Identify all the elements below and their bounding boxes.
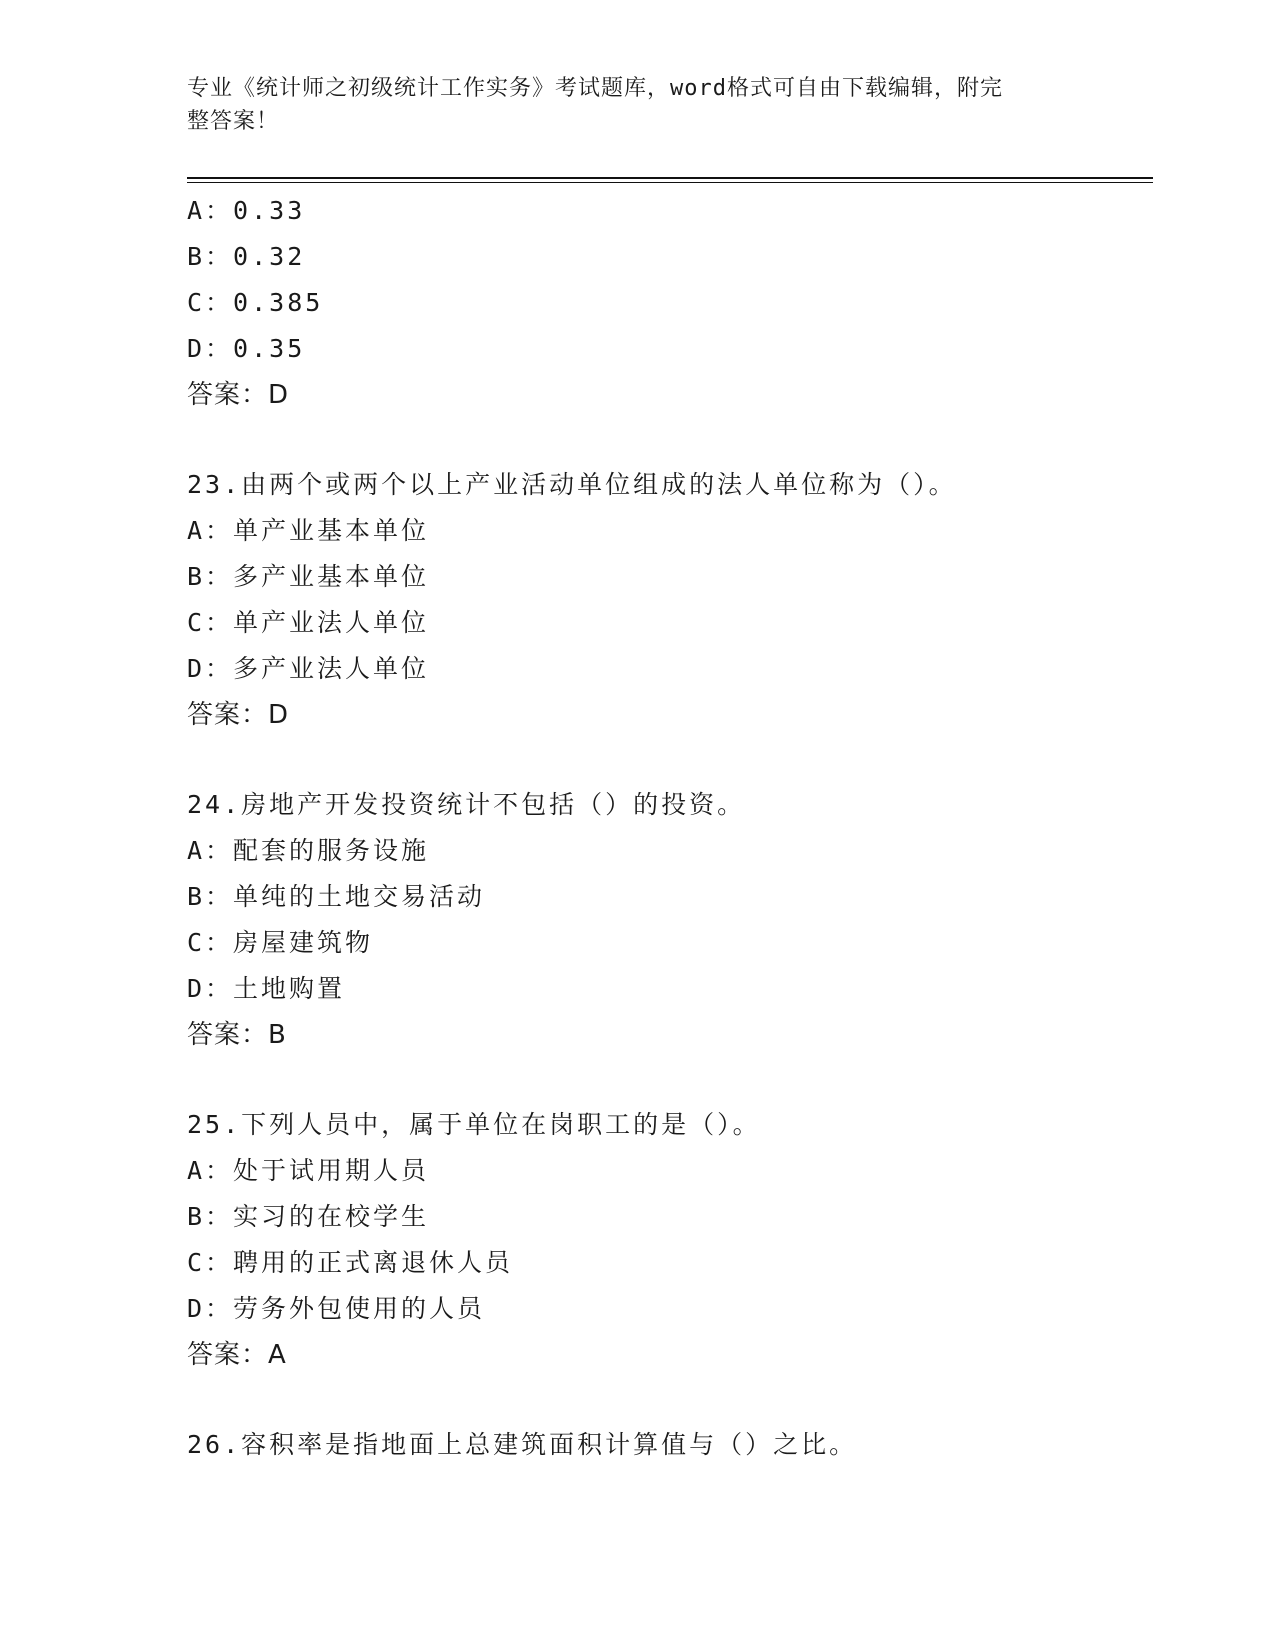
answer: 答案：D <box>187 380 290 410</box>
option-c: C：聘用的正式离退休人员 <box>187 1248 514 1277</box>
header-rule-thin <box>187 182 1153 183</box>
spacer <box>187 1058 1153 1102</box>
question-list <box>187 188 1153 1468</box>
spacer <box>187 738 1153 782</box>
document-header <box>187 72 1067 138</box>
question-24 <box>187 782 1153 1058</box>
option-d: D：劳务外包使用的人员 <box>187 1294 486 1323</box>
option-c: C：房屋建筑物 <box>187 928 374 957</box>
option-a: A：0.33 <box>187 196 306 225</box>
header-line-1: 专业《统计师之初级统计工作实务》考试题库，word格式可自由下载编辑，附完 <box>187 76 1003 101</box>
question-26 <box>187 1422 1153 1468</box>
answer: 答案：B <box>187 1020 287 1050</box>
option-d: D：0.35 <box>187 334 306 363</box>
answer: 答案：D <box>187 700 290 730</box>
question-stem: 26.容积率是指地面上总建筑面积计算值与（）之比。 <box>187 1430 858 1459</box>
header-rule-thick <box>187 177 1153 179</box>
spacer <box>187 418 1153 462</box>
option-b: B：多产业基本单位 <box>187 562 430 591</box>
header-line-2: 整答案！ <box>187 109 280 134</box>
answer: 答案：A <box>187 1340 287 1370</box>
question-stem: 24.房地产开发投资统计不包括（）的投资。 <box>187 790 746 819</box>
option-a: A：处于试用期人员 <box>187 1156 430 1185</box>
option-a: A：配套的服务设施 <box>187 836 430 865</box>
question-22-tail <box>187 188 1153 418</box>
question-23 <box>187 462 1153 738</box>
spacer <box>187 1378 1153 1422</box>
question-stem: 25.下列人员中，属于单位在岗职工的是（）。 <box>187 1110 761 1139</box>
question-25 <box>187 1102 1153 1378</box>
option-a: A：单产业基本单位 <box>187 516 430 545</box>
option-d: D：多产业法人单位 <box>187 654 430 683</box>
option-b: B：单纯的土地交易活动 <box>187 882 486 911</box>
option-c: C：单产业法人单位 <box>187 608 430 637</box>
question-stem: 23.由两个或两个以上产业活动单位组成的法人单位称为（）。 <box>187 470 957 499</box>
option-b: B：实习的在校学生 <box>187 1202 430 1231</box>
option-d: D：土地购置 <box>187 974 346 1003</box>
option-b: B：0.32 <box>187 242 306 271</box>
option-c: C：0.385 <box>187 288 324 317</box>
